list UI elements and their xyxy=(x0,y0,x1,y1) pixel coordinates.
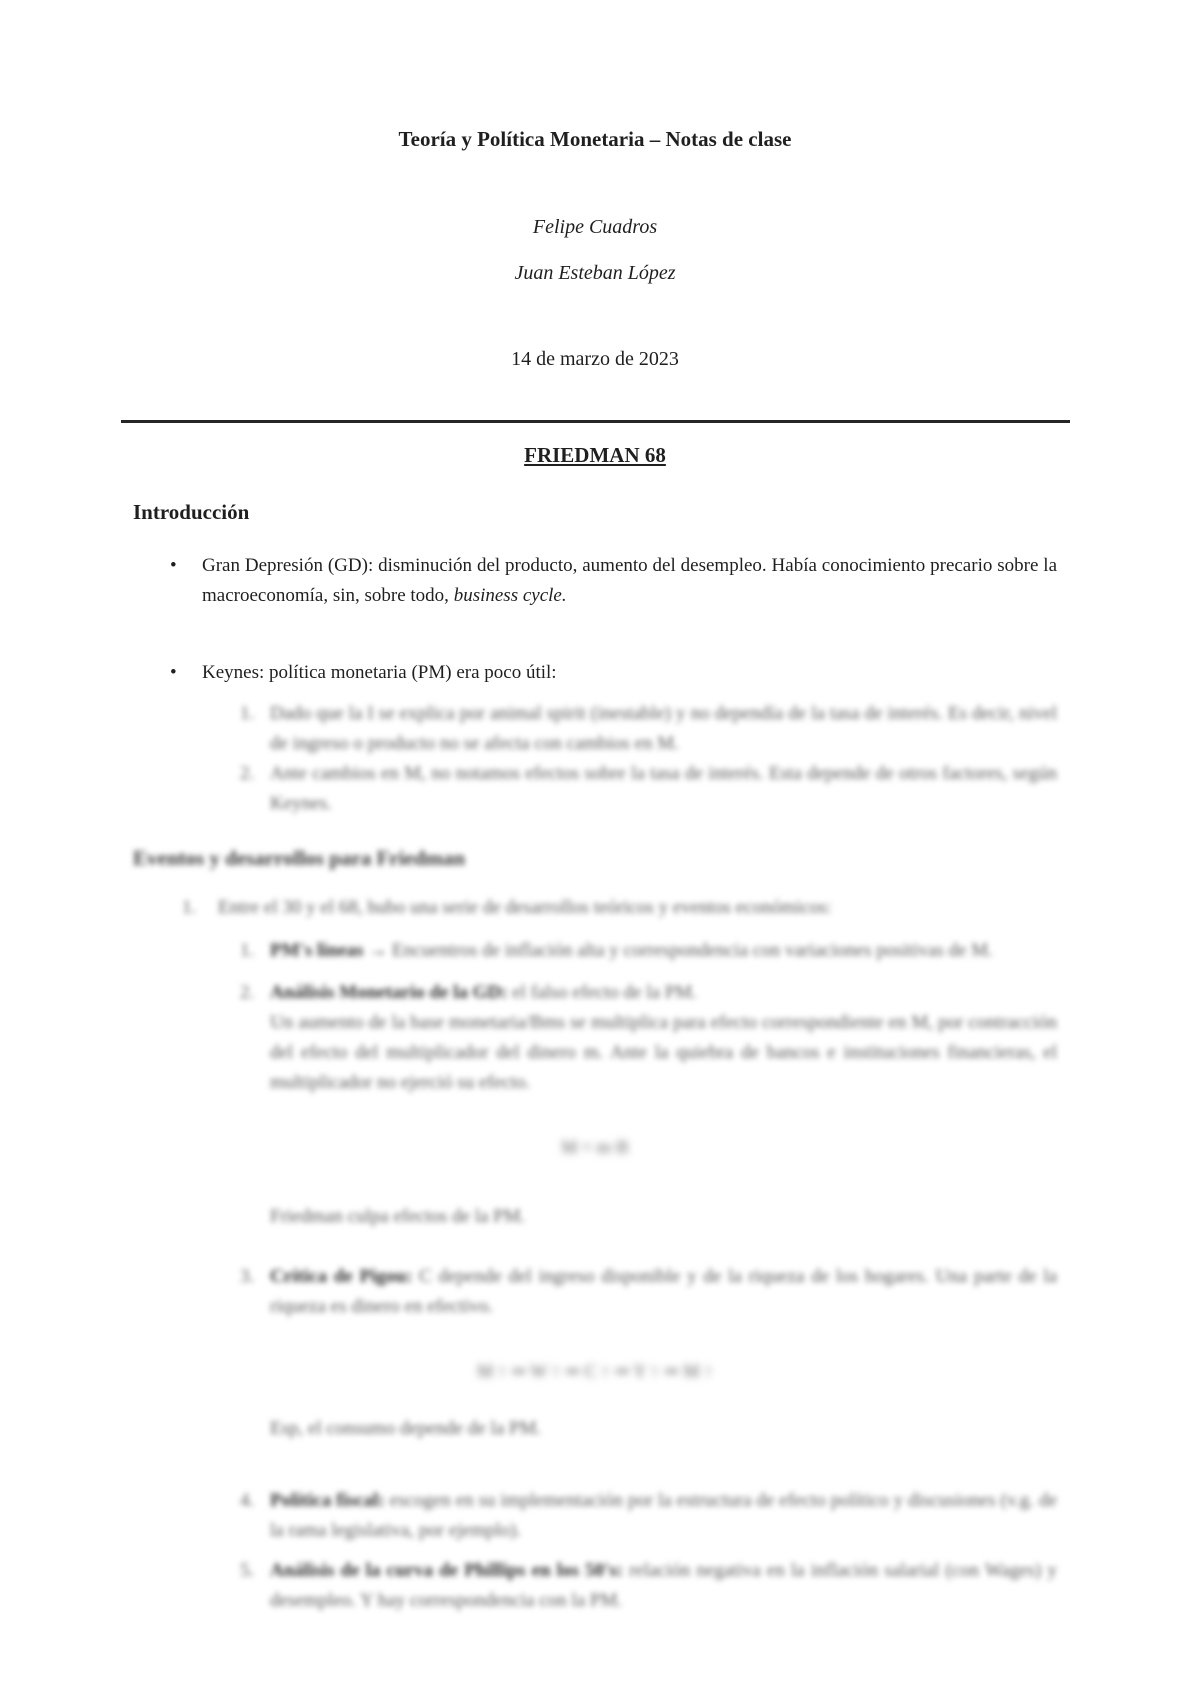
eventos-item-3-after xyxy=(133,1414,1057,1444)
keynes-item-1 xyxy=(133,699,1057,759)
eventos-item-5 xyxy=(133,1556,1057,1616)
eventos-item-2-lead: Análisis Monetario de la GD: xyxy=(270,982,508,1003)
eventos-item-3-after-text: Esp, el consumo depende de la PM. xyxy=(270,1418,542,1439)
eventos-item-2-after-text: Friedman culpa efectos de la PM. xyxy=(270,1206,526,1227)
eventos-item-3-rest: C depende del ingreso disponible y de la riqueza de los hogares. Una parte de la riqueza es dinero en efectivo. xyxy=(270,1266,1057,1317)
eventos-item-2-paragraph: Un aumento de la base monetaria/Bms se multiplica para efecto correspondiente en M, por contracción del efecto del multiplicador del dinero m. Ante la quiebra de bancos e instituciones financieras, el multiplicador no ejerció su efecto. xyxy=(270,1012,1057,1093)
eventos-item-4-lead: Política fiscal: xyxy=(270,1490,385,1511)
intro-bullet-1-italic: business cycle. xyxy=(453,585,567,606)
eventos-item-4 xyxy=(133,1486,1057,1546)
eventos-item-2 xyxy=(133,978,1057,1098)
bullet-icon: • xyxy=(170,555,177,576)
eventos-item-4-rest: escogen en su implementación por la estructura de efecto político y discusiones (v.g. de la rama legislativa, por ejemplo). xyxy=(270,1490,1057,1541)
eventos-item-4-text xyxy=(270,1486,1057,1546)
keynes-item-1-text: Dado que la I se explica por animal spirit (inestable) y no dependía de la tasa de interés. Es decir, nivel de ingreso o producto no se afecta con cambios en M. xyxy=(270,703,1057,754)
eventos-intro-item xyxy=(133,893,1057,923)
list-spacer xyxy=(240,1414,270,1444)
keynes-item-2 xyxy=(133,759,1057,819)
list-number: 2. xyxy=(240,982,255,1003)
eventos-numbered-list xyxy=(133,936,1057,1616)
section-heading-friedman-text: FRIEDMAN 68 xyxy=(524,443,666,467)
list-number: 2. xyxy=(240,763,255,784)
eventos-item-2-rest: el falso efecto de la PM. xyxy=(507,982,697,1003)
keynes-numbered-list xyxy=(133,699,1057,819)
list-number: 4. xyxy=(240,1490,255,1511)
money-multiplier-formula: M = m·B xyxy=(561,1137,629,1157)
intro-bullet-2 xyxy=(133,658,1057,688)
eventos-item-1-text xyxy=(270,936,1057,966)
document-title: Teoría y Política Monetaria – Notas de clase xyxy=(398,127,792,151)
eventos-item-5-text xyxy=(270,1556,1057,1616)
horizontal-rule xyxy=(121,420,1070,423)
list-number: 1. xyxy=(240,703,255,724)
eventos-item-5-lead: Análisis de la curva de Phillips en los 50's: xyxy=(270,1560,623,1581)
eventos-item-2-text xyxy=(270,978,1057,1098)
intro-bullet-1-normal: Gran Depresión (GD): disminución del producto, aumento del desempleo. Había conocimiento precario sobre la macroeconomía, sin, sobre todo, xyxy=(202,555,1057,606)
eventos-item-3 xyxy=(133,1262,1057,1322)
eventos-item-1 xyxy=(133,936,1057,966)
author-2: Juan Esteban López xyxy=(514,262,676,284)
list-marker: 1. xyxy=(182,897,197,918)
document-date: 14 de marzo de 2023 xyxy=(511,348,679,370)
intro-heading: Introducción xyxy=(133,500,250,524)
bullet-icon: • xyxy=(170,662,177,683)
list-number: 5. xyxy=(240,1560,255,1581)
intro-bullet-1-text xyxy=(202,551,1057,611)
eventos-item-5-rest: relación negativa en la inflación salarial (con Wages) y desempleo. Y hay correspondencia con la PM. xyxy=(270,1560,1057,1611)
eventos-item-1-rest: Encuentros de inflación alta y correspondencia con variaciones positivas de M. xyxy=(387,940,993,961)
eventos-item-1-lead: PM's lineas → xyxy=(270,940,388,961)
eventos-heading: Eventos y desarrollos para Friedman xyxy=(133,846,466,870)
eventos-item-2-after xyxy=(133,1202,1057,1232)
eventos-item-3-text xyxy=(270,1262,1057,1322)
keynes-item-2-text: Ante cambios en M, no notamos efectos sobre la tasa de interés. Esta depende de otros factores, según Keynes. xyxy=(270,763,1057,814)
section-heading-friedman xyxy=(133,440,1057,470)
eventos-item-3-lead: Crítica de Pigou: xyxy=(270,1266,413,1287)
list-number: 3. xyxy=(240,1266,255,1287)
intro-bullet-1 xyxy=(133,551,1057,611)
intro-bullet-2-text: Keynes: política monetaria (PM) era poco útil: xyxy=(202,662,557,683)
eventos-intro-text: Entre el 30 y el 68, hubo una serie de desarrollos teóricos y eventos económicos: xyxy=(218,897,832,918)
list-number: 1. xyxy=(240,940,255,961)
author-1: Felipe Cuadros xyxy=(532,216,658,238)
pigou-effect-formula: M ↑ ⇒ W ↑ ⇒ C ↑ ⇒ Y ↑ ⇒ M ↑ xyxy=(477,1361,713,1381)
list-spacer xyxy=(240,1202,270,1232)
